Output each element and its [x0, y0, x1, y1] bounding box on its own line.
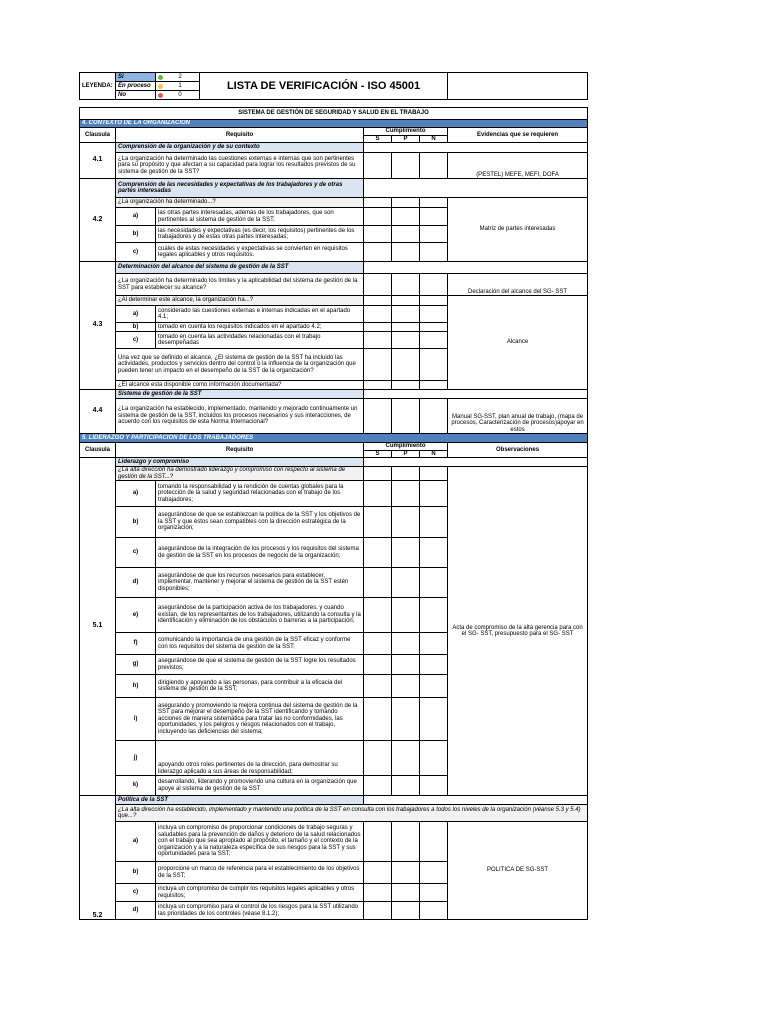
col-clausula: Clausula	[80, 128, 116, 143]
cell-s[interactable]	[364, 381, 392, 390]
cell-p[interactable]	[392, 226, 420, 243]
question-4-3-3: Una vez que se definido el alcance, ¿El sistema de gestión de la SST ha incluido las actividades, productos y servicios dentro del control o la influencia de la organización que pueden tener un impacto en el desempeño de la SST de la organización?	[116, 349, 364, 381]
item-label: j)	[116, 741, 156, 776]
cell-p[interactable]	[392, 902, 420, 920]
section-5-title: 5. LIDERAZGO Y PARTICIPACIÓN DE LOS TRABAJADORES	[80, 434, 588, 443]
col-cumplimiento: Cumplimiento	[364, 443, 448, 451]
item-label: i)	[116, 698, 156, 741]
cell-n[interactable]	[420, 568, 448, 598]
cell-s[interactable]	[364, 481, 392, 507]
cell-n[interactable]	[420, 153, 448, 179]
cell-n[interactable]	[420, 381, 448, 390]
cell-n[interactable]	[420, 884, 448, 902]
cell-p[interactable]	[392, 349, 420, 381]
cross-icon	[158, 93, 163, 98]
cell-n[interactable]	[420, 776, 448, 796]
item-label: h)	[116, 675, 156, 698]
cell-p[interactable]	[392, 568, 420, 598]
col-requisito: Requisito	[116, 128, 364, 143]
item-4-2-b: las necesidades y expectativas (es decir, los requisitos) pertinentes de los trabajadores y de estas otras partes interesadas;	[156, 226, 364, 243]
cell-n[interactable]	[420, 675, 448, 698]
question-5-1: ¿La alta dirección ha demostrado liderazgo y compromiso con respecto al sistema de gestión de la SST...?	[116, 467, 364, 481]
cell-p[interactable]	[392, 655, 420, 675]
item-label: a)	[116, 481, 156, 507]
item-5-2-b: proporcione un marco de referencia para el establecimiento de los objetivos de la SST;	[156, 862, 364, 884]
cell-n[interactable]	[420, 698, 448, 741]
question-4-2: ¿La organización ha determinado...?	[116, 198, 364, 208]
subtitle-5-2: Política de la SST	[116, 796, 364, 805]
legend-label: LEYENDA:	[80, 73, 116, 100]
cell-p[interactable]	[392, 243, 420, 262]
item-label: a)	[116, 306, 156, 323]
warning-icon	[158, 84, 163, 89]
evidence-4-2: Matriz de partes interesadas	[448, 198, 588, 262]
cell-s[interactable]	[364, 598, 392, 633]
cell-p[interactable]	[392, 698, 420, 741]
clause-4-2: 4.2	[80, 179, 116, 262]
cell-n[interactable]	[420, 208, 448, 226]
cell-p[interactable]	[392, 399, 420, 434]
cell-s[interactable]	[364, 507, 392, 538]
item-5-1-c: asegurándose de la integración de los procesos y los requisitos del sistema de gestión de la SST en los procesos de negocio de la organización;	[156, 538, 364, 568]
clause-4-1: 4.1	[80, 143, 116, 179]
cell-n[interactable]	[420, 306, 448, 323]
item-5-1-b: asegurándose de que se establezcan la política de la SST y los objetivos de la SST y que éstos sean compatibles con la dirección estratégica de la organización;	[156, 507, 364, 538]
item-label: a)	[116, 208, 156, 226]
item-label: d)	[116, 568, 156, 598]
cell-p[interactable]	[392, 822, 420, 862]
cell-p[interactable]	[392, 323, 420, 332]
checklist-sheet	[79, 72, 588, 920]
item-5-2-a: incluya un compromiso de proporcionar condiciones de trabajo seguras y saludables para la prevención de daños y deterioro de la salud relacionados con el trabajo que sea apropiado al propósito, el tamaño y el contexto de la organización y a la naturaleza específica de sus riesgos para la SST y sus oportunidades para la SST;	[156, 822, 364, 862]
cell-s[interactable]	[364, 349, 392, 381]
col-evidencias: Evidencias que se requieren	[448, 128, 588, 143]
cell-p[interactable]	[392, 153, 420, 179]
item-5-2-c: incluya un compromiso de cumplir los requisitos legales aplicables y otros requisitos;	[156, 884, 364, 902]
cell-p[interactable]	[392, 862, 420, 884]
cell-p[interactable]	[392, 741, 420, 776]
col-n: N	[420, 135, 448, 143]
item-4-2-c: cuáles de estas necesidades y expectativas se convierten en requisitos legales aplicables y otros requisitos.	[156, 243, 364, 262]
col-p: P	[392, 135, 420, 143]
evidence-4-1: (PESTEL) MEFE, MEFI, DOFA	[448, 153, 588, 179]
cell-s[interactable]	[364, 862, 392, 884]
cell-n[interactable]	[420, 481, 448, 507]
item-label: b)	[116, 323, 156, 332]
evidence-4-3-1: Declaración del alcance del SG- SST	[448, 274, 588, 296]
cell-n[interactable]	[420, 226, 448, 243]
col-clausula: Clausula	[80, 443, 116, 458]
cell-n[interactable]	[420, 902, 448, 920]
col-s: S	[364, 450, 392, 458]
evidence-4-4: Manual SG-SST, plan anual de trabajo, (mapa de procesos, Caracterización de procesos)apoyar en estos	[448, 399, 588, 434]
clause-5-1: 5.1	[80, 458, 116, 796]
col-p: P	[392, 450, 420, 458]
item-4-3-b: tomado en cuenta los requisitos indicados en el apartado 4.2;	[156, 323, 364, 332]
item-label: d)	[116, 902, 156, 920]
item-5-1-i: asegurando y promoviendo la mejora continua del sistema de gestión de la SST para mejorar el desempeño de la SST identificando y tomando acciones de manera sistemática para tratar las no conformidades, las oportunidades, y los peligros y riesgos relacionados con el trabajo, incluyendo las deficiencias del sistema;	[156, 698, 364, 741]
question-5-2: ¿La alta dirección ha establecido, implementado y mantenido una política de la SST en consulta con los trabajadores a todos los niveles de la organización (véanse 5.3 y 5.4) que...?	[116, 805, 588, 822]
subtitle-4-4: Sistema de gestión de la SST	[116, 390, 364, 399]
item-5-1-j: apoyando otros roles pertinentes de la dirección, para demostrar su liderazgo aplicado a sus áreas de responsabilidad;	[156, 741, 364, 776]
cell-s[interactable]	[364, 884, 392, 902]
subtitle-4-1: Comprensión de la organización y de su contexto	[116, 143, 364, 153]
cell-p[interactable]	[392, 332, 420, 349]
cell-s[interactable]	[364, 153, 392, 179]
cell-s[interactable]	[364, 902, 392, 920]
legend-en-proceso-value: 1	[156, 82, 200, 91]
cell-n[interactable]	[420, 655, 448, 675]
item-5-1-a: tomando la responsabilidad y la rendición de cuentas globales para la protección de la salud y seguridad relacionadas con el trabajo de los trabajadores;	[156, 481, 364, 507]
question-4-3-4: ¿El alcance esta disponible como información documentada?	[116, 381, 364, 390]
cell-s[interactable]	[364, 306, 392, 323]
cell-s[interactable]	[364, 332, 392, 349]
cell-s[interactable]	[364, 633, 392, 655]
col-observaciones: Observaciones	[448, 443, 588, 458]
header-blank	[448, 73, 588, 100]
cell-n[interactable]	[420, 633, 448, 655]
cell-p[interactable]	[392, 598, 420, 633]
item-5-1-h: dirigiendo y apoyando a las personas, para contribuir a la eficacia del sistema de gestión de la SST;	[156, 675, 364, 698]
cell-p[interactable]	[392, 481, 420, 507]
cell-p[interactable]	[392, 538, 420, 568]
item-label: c)	[116, 884, 156, 902]
page-title: LISTA DE VERIFICACIÓN - ISO 45001	[200, 73, 448, 100]
item-label: b)	[116, 226, 156, 243]
cell-s[interactable]	[364, 776, 392, 796]
cell-s[interactable]	[364, 568, 392, 598]
cell-s[interactable]	[364, 226, 392, 243]
item-label: b)	[116, 862, 156, 884]
cell-s[interactable]	[364, 323, 392, 332]
question-4-3-2: ¿Al determinar este alcance, la organización ha...?	[116, 296, 364, 306]
legend-no: No	[116, 91, 156, 100]
cell-n[interactable]	[420, 741, 448, 776]
page-subtitle: SISTEMA DE GESTIÓN DE SEGURIDAD Y SALUD EN EL TRABAJO	[80, 108, 588, 120]
question-4-4: ¿La organización ha establecido, implementado, mantenido y mejorado continuamente un sistema de gestión de la SST, incluidos los procesos necesarios y sus interacciones, de acuerdo con los requisitos de esta Norma Internacional?	[116, 399, 364, 434]
cell-p[interactable]	[392, 633, 420, 655]
item-5-1-e: asegurándose de la participación activa de los trabajadores, y cuando existan, de los representantes de los trabajadores, utilizando la consulta y la identificación y eliminación de los obstáculos o barreras a la participación;	[156, 598, 364, 633]
cell-n[interactable]	[420, 822, 448, 862]
cell-p[interactable]	[392, 884, 420, 902]
item-label: c)	[116, 332, 156, 349]
item-label: g)	[116, 655, 156, 675]
legend-no-value: 0	[156, 91, 200, 100]
col-requisito: Requisito	[116, 443, 364, 458]
legend-si: Si	[116, 73, 156, 82]
clause-4-3: 4.3	[80, 262, 116, 390]
cell-s[interactable]	[364, 274, 392, 296]
item-label: a)	[116, 822, 156, 862]
section-4-title: 4. CONTEXTO DE LA ORGANIZACIÓN	[80, 120, 588, 128]
cell-s[interactable]	[364, 655, 392, 675]
clause-4-4: 4.4	[80, 390, 116, 434]
observation-5-2: POLITICA DE SG-SST	[448, 822, 588, 920]
question-4-1: ¿La organización ha determinado las cuestiones externas e internas que son pertinentes para su propósito y que afectan a su capacidad para lograr los resultados previstos de su sistema de gestión de la SST?	[116, 153, 364, 179]
cell-n[interactable]	[420, 507, 448, 538]
subtitle-5-1: Liderazgo y compromiso	[116, 458, 364, 467]
evidence-4-3-2: Alcance	[448, 296, 588, 390]
clause-5-2: 5.2	[80, 796, 116, 920]
item-label: c)	[116, 243, 156, 262]
cell-n[interactable]	[420, 274, 448, 296]
cell-n[interactable]	[420, 598, 448, 633]
item-label: b)	[116, 507, 156, 538]
item-4-3-a: considerado las cuestiones externas e internas indicadas en el apartado 4.1;	[156, 306, 364, 323]
cell-s[interactable]	[364, 538, 392, 568]
legend-si-value: 2	[156, 73, 200, 82]
item-4-2-a: las otras partes interesadas, además de los trabajadores, que son pertinentes al sistema de gestión de la SST;	[156, 208, 364, 226]
cell-s[interactable]	[364, 741, 392, 776]
cell-p[interactable]	[392, 274, 420, 296]
subtitle-4-2: Comprensión de las necesidades y expectativas de los trabajadores y de otras partes interesadas	[116, 179, 364, 198]
cell-n[interactable]	[420, 332, 448, 349]
cell-n[interactable]	[420, 862, 448, 884]
cell-n[interactable]	[420, 323, 448, 332]
cell-p[interactable]	[392, 381, 420, 390]
cell-p[interactable]	[392, 675, 420, 698]
cell-p[interactable]	[392, 306, 420, 323]
item-label: e)	[116, 598, 156, 633]
question-4-3-1: ¿La organización ha determinado los límites y la aplicabilidad del sistema de gestión de la SST para establecer su alcance?	[116, 274, 364, 296]
observation-5-1: Acta de compromiso de la alta gerencia para con el SG- SST, presupuesto para el SG- SST	[448, 467, 588, 796]
item-label: f)	[116, 633, 156, 655]
item-5-1-k: desarrollando, liderando y promoviendo una cultura en la organización que apoye al sistema de gestión de la SST	[156, 776, 364, 796]
cell-n[interactable]	[420, 399, 448, 434]
item-label: k)	[116, 776, 156, 796]
item-5-2-d: incluya un compromiso para el control de los riesgos para la SST utilizando las prioridades de los controles (véase 8.1.2);	[156, 902, 364, 920]
cell-n[interactable]	[420, 538, 448, 568]
cell-s[interactable]	[364, 698, 392, 741]
cell-s[interactable]	[364, 822, 392, 862]
item-label: c)	[116, 538, 156, 568]
item-5-1-g: asegurándose de que el sistema de gestión de la SST logre los resultados previstos;	[156, 655, 364, 675]
col-s: S	[364, 135, 392, 143]
cell-p[interactable]	[392, 208, 420, 226]
cell-s[interactable]	[364, 675, 392, 698]
cell-s[interactable]	[364, 399, 392, 434]
cell-p[interactable]	[392, 776, 420, 796]
cell-s[interactable]	[364, 243, 392, 262]
item-5-1-d: asegurándose de que los recursos necesarios para establecer, implementar, mantener y mejorar el sistema de gestión de la SST estén disponibles;	[156, 568, 364, 598]
col-n: N	[420, 450, 448, 458]
subtitle-4-3: Determinación del alcance del sistema de gestión de la SST	[116, 262, 364, 274]
check-icon	[158, 75, 163, 80]
item-4-3-c: tomado en cuenta las actividades relacionadas con el trabajo desempeñadas	[156, 332, 364, 349]
col-cumplimiento: Cumplimiento	[364, 128, 448, 136]
cell-s[interactable]	[364, 208, 392, 226]
cell-n[interactable]	[420, 243, 448, 262]
item-5-1-f: comunicando la importancia de una gestión de la SST eficaz y conforme con los requisitos del sistema de gestión de la SST;	[156, 633, 364, 655]
cell-n[interactable]	[420, 349, 448, 381]
cell-p[interactable]	[392, 507, 420, 538]
legend-en-proceso: En proceso	[116, 82, 156, 91]
